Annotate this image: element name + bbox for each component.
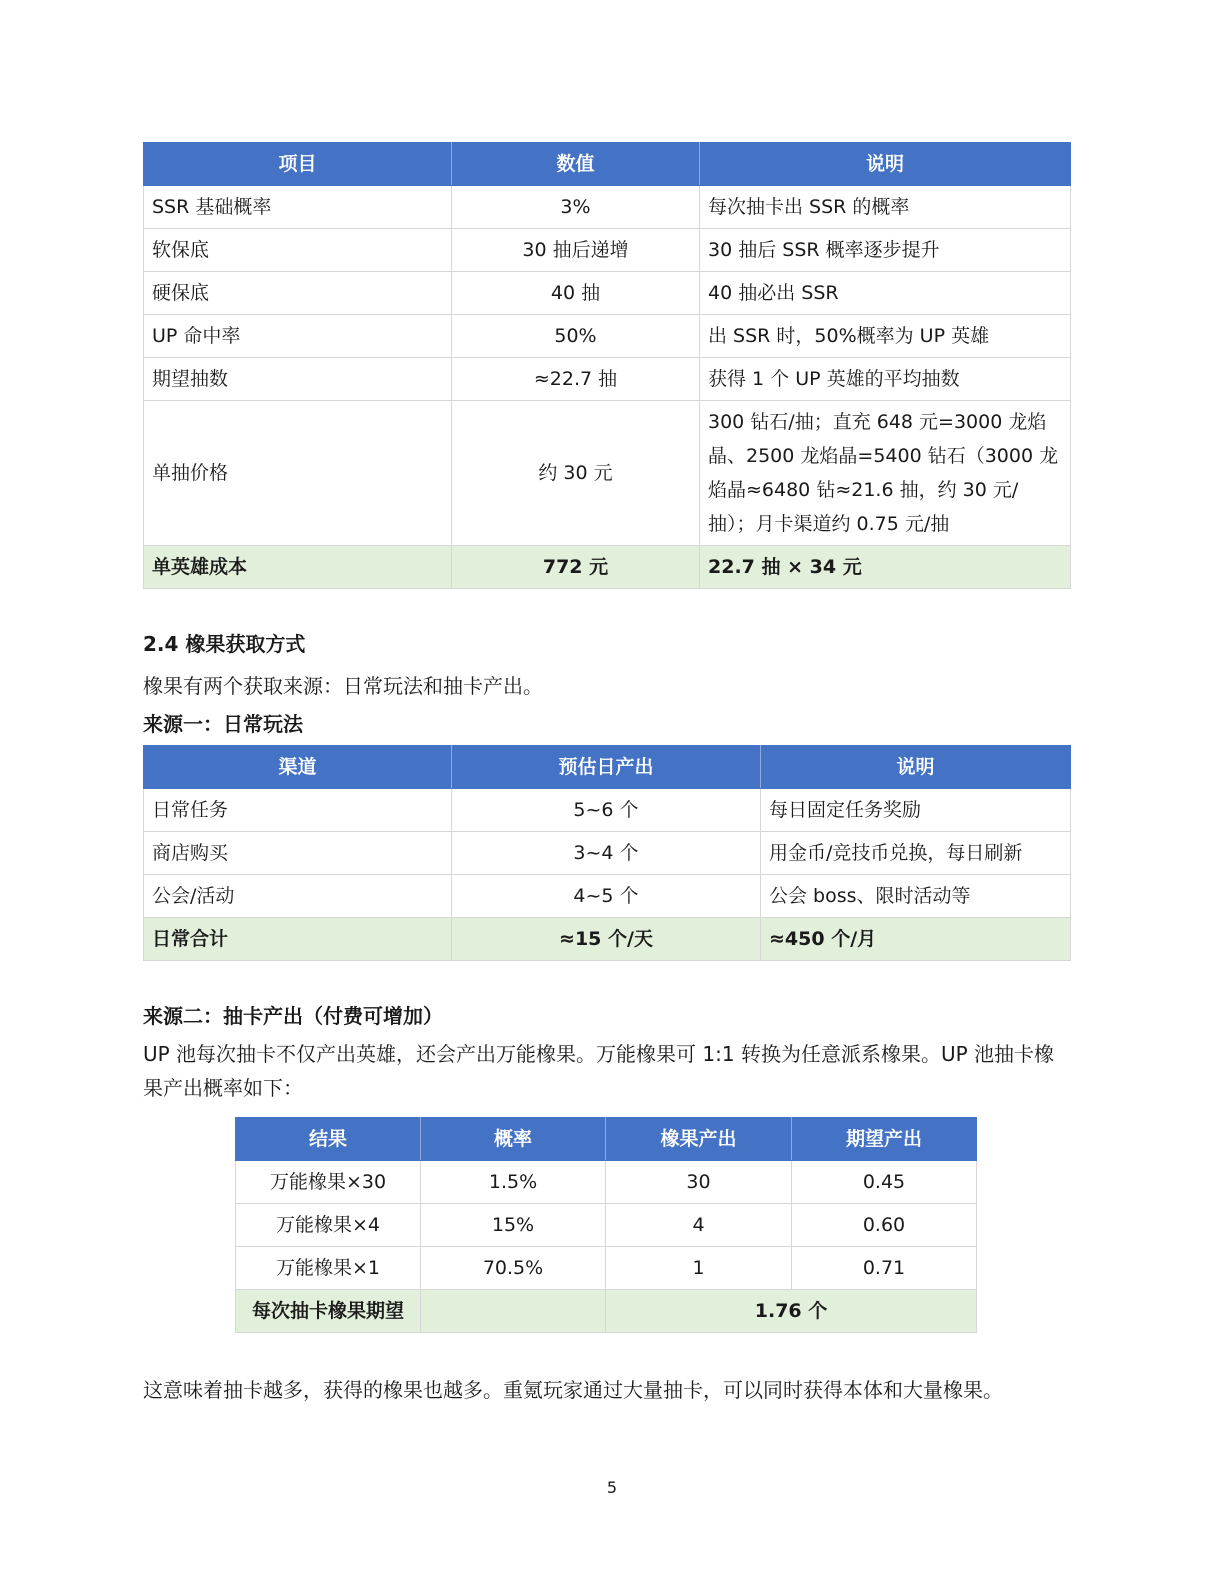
table-cell: 70.5% — [421, 1247, 606, 1290]
table-total-row — [144, 546, 1071, 589]
table-cell: 用金币/竞技币兑换，每日刷新 — [761, 832, 1071, 875]
column-header: 说明 — [700, 143, 1071, 186]
closing-text: 这意味着抽卡越多，获得的橡果也越多。重氪玩家通过大量抽卡，可以同时获得本体和大量橡果。 — [143, 1378, 1003, 1402]
source2-text: UP 池每次抽卡不仅产出英雄，还会产出万能橡果。万能橡果可 1:1 转换为任意派系橡果。UP 池抽卡橡果产出概率如下： — [143, 1042, 1055, 1100]
table-cell: 30 抽后递增 — [452, 229, 700, 272]
column-header: 期望产出 — [792, 1118, 977, 1161]
table-cell: 40 抽 — [452, 272, 700, 315]
table-cell: 50% — [452, 315, 700, 358]
table-cell: 每次抽卡出 SSR 的概率 — [700, 186, 1071, 229]
table-row — [144, 789, 1071, 832]
column-header: 说明 — [761, 746, 1071, 789]
table-row — [144, 358, 1071, 401]
table-row — [144, 315, 1071, 358]
table-row — [144, 875, 1071, 918]
table-cell: 单抽价格 — [144, 401, 452, 546]
gacha-acorn-table — [235, 1117, 977, 1333]
section-heading: 2.4 橡果获取方式 — [143, 632, 306, 656]
table-cell: 22.7 抽 × 34 元 — [700, 546, 1071, 589]
table-cell: 40 抽必出 SSR — [700, 272, 1071, 315]
table-cell: 公会/活动 — [144, 875, 452, 918]
table-cell: 获得 1 个 UP 英雄的平均抽数 — [700, 358, 1071, 401]
table-row — [144, 832, 1071, 875]
table-cell: 日常任务 — [144, 789, 452, 832]
table-cell: ≈22.7 抽 — [452, 358, 700, 401]
table-header-row — [144, 143, 1071, 186]
table-cell: 万能橡果×30 — [236, 1161, 421, 1204]
table-cell: 万能橡果×1 — [236, 1247, 421, 1290]
table-cell: 300 钻石/抽；直充 648 元=3000 龙焰晶、2500 龙焰晶=5400 钻石（3000 龙焰晶≈6480 钻≈21.6 抽，约 30 元/抽）；月卡渠道约 0.75 元/抽 — [700, 401, 1071, 546]
table-cell: 每次抽卡橡果期望 — [236, 1290, 421, 1333]
table-cell: 4 — [606, 1204, 792, 1247]
table-row — [236, 1161, 977, 1204]
table-cell: 4~5 个 — [452, 875, 761, 918]
section-intro: 橡果有两个获取来源：日常玩法和抽卡产出。 — [143, 674, 543, 698]
table-cell: 30 抽后 SSR 概率逐步提升 — [700, 229, 1071, 272]
table-cell: 1.76 个 — [606, 1290, 977, 1333]
table-cell: 期望抽数 — [144, 358, 452, 401]
gacha-params-table — [143, 142, 1071, 589]
table-cell: 约 30 元 — [452, 401, 700, 546]
table-row — [236, 1247, 977, 1290]
table-cell: 0.45 — [792, 1161, 977, 1204]
column-header: 结果 — [236, 1118, 421, 1161]
table-cell — [421, 1290, 606, 1333]
source1-title: 来源一：日常玩法 — [143, 712, 303, 736]
table-cell: 万能橡果×4 — [236, 1204, 421, 1247]
table-cell: UP 命中率 — [144, 315, 452, 358]
source2-title: 来源二：抽卡产出（付费可增加） — [143, 1004, 443, 1028]
table-row — [144, 186, 1071, 229]
table-cell: 0.71 — [792, 1247, 977, 1290]
table-header-row — [144, 746, 1071, 789]
table-cell: ≈450 个/月 — [761, 918, 1071, 961]
table-total-row — [144, 918, 1071, 961]
page-number: 5 — [606, 1478, 618, 1497]
table-cell: 软保底 — [144, 229, 452, 272]
document-page — [143, 142, 1070, 1407]
table-row — [144, 272, 1071, 315]
table-cell: 15% — [421, 1204, 606, 1247]
table-cell: 5~6 个 — [452, 789, 761, 832]
table-cell: 0.60 — [792, 1204, 977, 1247]
table-cell: 单英雄成本 — [144, 546, 452, 589]
column-header: 数值 — [452, 143, 700, 186]
table-row — [144, 229, 1071, 272]
table-cell: ≈15 个/天 — [452, 918, 761, 961]
table-cell: 公会 boss、限时活动等 — [761, 875, 1071, 918]
table-cell: SSR 基础概率 — [144, 186, 452, 229]
table-cell: 1.5% — [421, 1161, 606, 1204]
column-header: 概率 — [421, 1118, 606, 1161]
table-cell: 硬保底 — [144, 272, 452, 315]
table-cell: 商店购买 — [144, 832, 452, 875]
table-cell: 3~4 个 — [452, 832, 761, 875]
table-cell: 出 SSR 时，50%概率为 UP 英雄 — [700, 315, 1071, 358]
daily-sources-table — [143, 745, 1071, 961]
table-row — [236, 1204, 977, 1247]
column-header: 橡果产出 — [606, 1118, 792, 1161]
column-header: 项目 — [144, 143, 452, 186]
table-cell: 772 元 — [452, 546, 700, 589]
table-cell: 1 — [606, 1247, 792, 1290]
table-header-row — [236, 1118, 977, 1161]
table-row — [144, 401, 1071, 546]
table-cell: 3% — [452, 186, 700, 229]
column-header: 预估日产出 — [452, 746, 761, 789]
table-cell: 30 — [606, 1161, 792, 1204]
table-total-row — [236, 1290, 977, 1333]
column-header: 渠道 — [144, 746, 452, 789]
table-cell: 每日固定任务奖励 — [761, 789, 1071, 832]
table-cell: 日常合计 — [144, 918, 452, 961]
